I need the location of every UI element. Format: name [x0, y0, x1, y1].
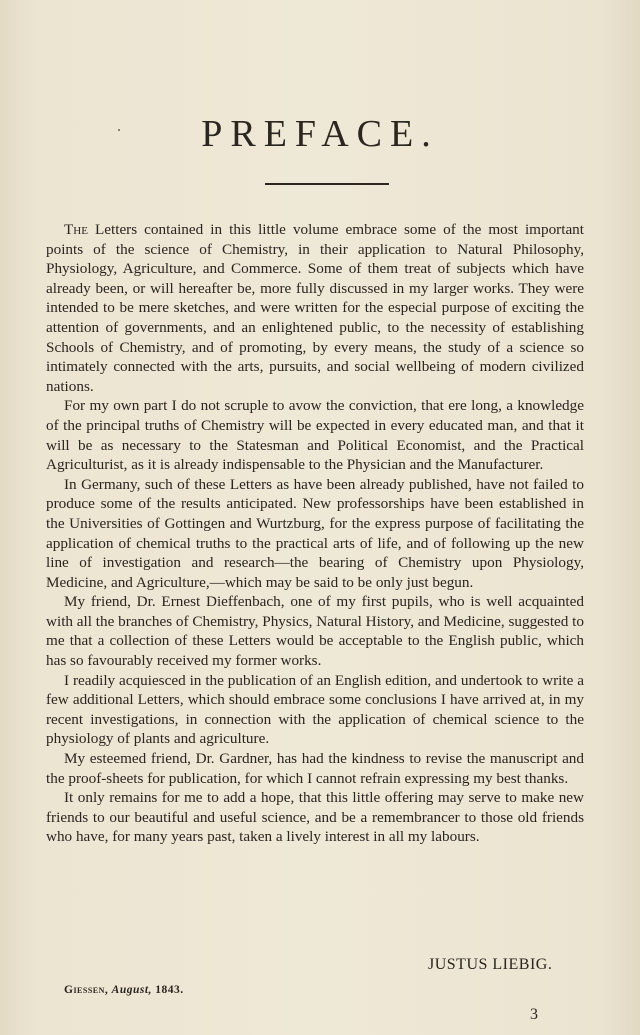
dateline-place: Giessen, — [64, 984, 109, 996]
page-title: PREFACE. — [201, 113, 439, 155]
title-rule — [265, 183, 389, 185]
paragraph-2: For my own part I do not scruple to avow the conviction, that ere long, a knowledge of the principal truths of Chemistry will be expected in every educated man, and that it will be as necessary to the Statesman and Political Economist, and the Practical Agriculturist, as it is already indispensable to the Physician and the Manufacturer. — [46, 397, 584, 474]
paragraph-4: My friend, Dr. Ernest Dieffenbach, one of my first pupils, who is well acquainted with all the branches of Chemistry, Physics, Natural History, and Medicine, suggested to me that a collection of these Letters would be acceptable to the English public, which has so favourably received my former works. — [46, 593, 584, 670]
paragraph-lead-word: The — [64, 221, 88, 238]
paragraph-text: Letters contained in this little volume embrace some of the most important points of the science of Chemistry, in their application to Natural Philosophy, Physiology, Agriculture, and Commerce. Some of them treat of subjects which have already been, or will hereafter be, more fully discussed in my larger works. They were intended to be mere sketches, and were written for the especial purpose of exciting the attention of governments, and an enlightened public, to the necessity of establishing Schools of Chemistry, and of promoting, by every means, the study of a science so intimately connected with the arts, pursuits, and social wellbeing of modern civilized nations. — [46, 221, 584, 395]
author-signature: JUSTUS LIEBIG. — [428, 956, 553, 973]
paper-speck — [118, 129, 120, 131]
page-number: 3 — [530, 1006, 538, 1023]
paragraph-7: It only remains for me to add a hope, that this little offering may serve to make new friends to our beautiful and useful science, and be a remembrancer to those old friends who have, for many years past, taken a lively interest in all my labours. — [46, 789, 584, 846]
preface-body — [46, 220, 584, 847]
dateline-month: August, — [111, 984, 152, 996]
paragraph-1 — [46, 220, 584, 396]
paragraph-6: My esteemed friend, Dr. Gardner, has had the kindness to revise the manuscript and the proof-sheets for publication, for which I cannot refrain expressing my best thanks. — [46, 750, 584, 787]
paragraph-5: I readily acquiesced in the publication of an English edition, and undertook to write a few additional Letters, which should embrace some conclusions I have arrived at, in my recent investigations, in connection with the application of chemical science to the physiology of plants and agriculture. — [46, 671, 584, 748]
dateline-year: 1843. — [155, 984, 184, 996]
dateline — [64, 984, 184, 996]
paragraph-3: In Germany, such of these Letters as have been already published, have not failed to produce some of the results anticipated. New professorships have been established in the Universities of Gottingen and Wurtzburg, for the express purpose of facilitating the application of chemical truths to the practical arts of life, and of following up the new line of investigation and research—the bearing of Chemistry upon Physiology, Medicine, and Agriculture,—which may be said to be only just begun. — [46, 475, 584, 591]
